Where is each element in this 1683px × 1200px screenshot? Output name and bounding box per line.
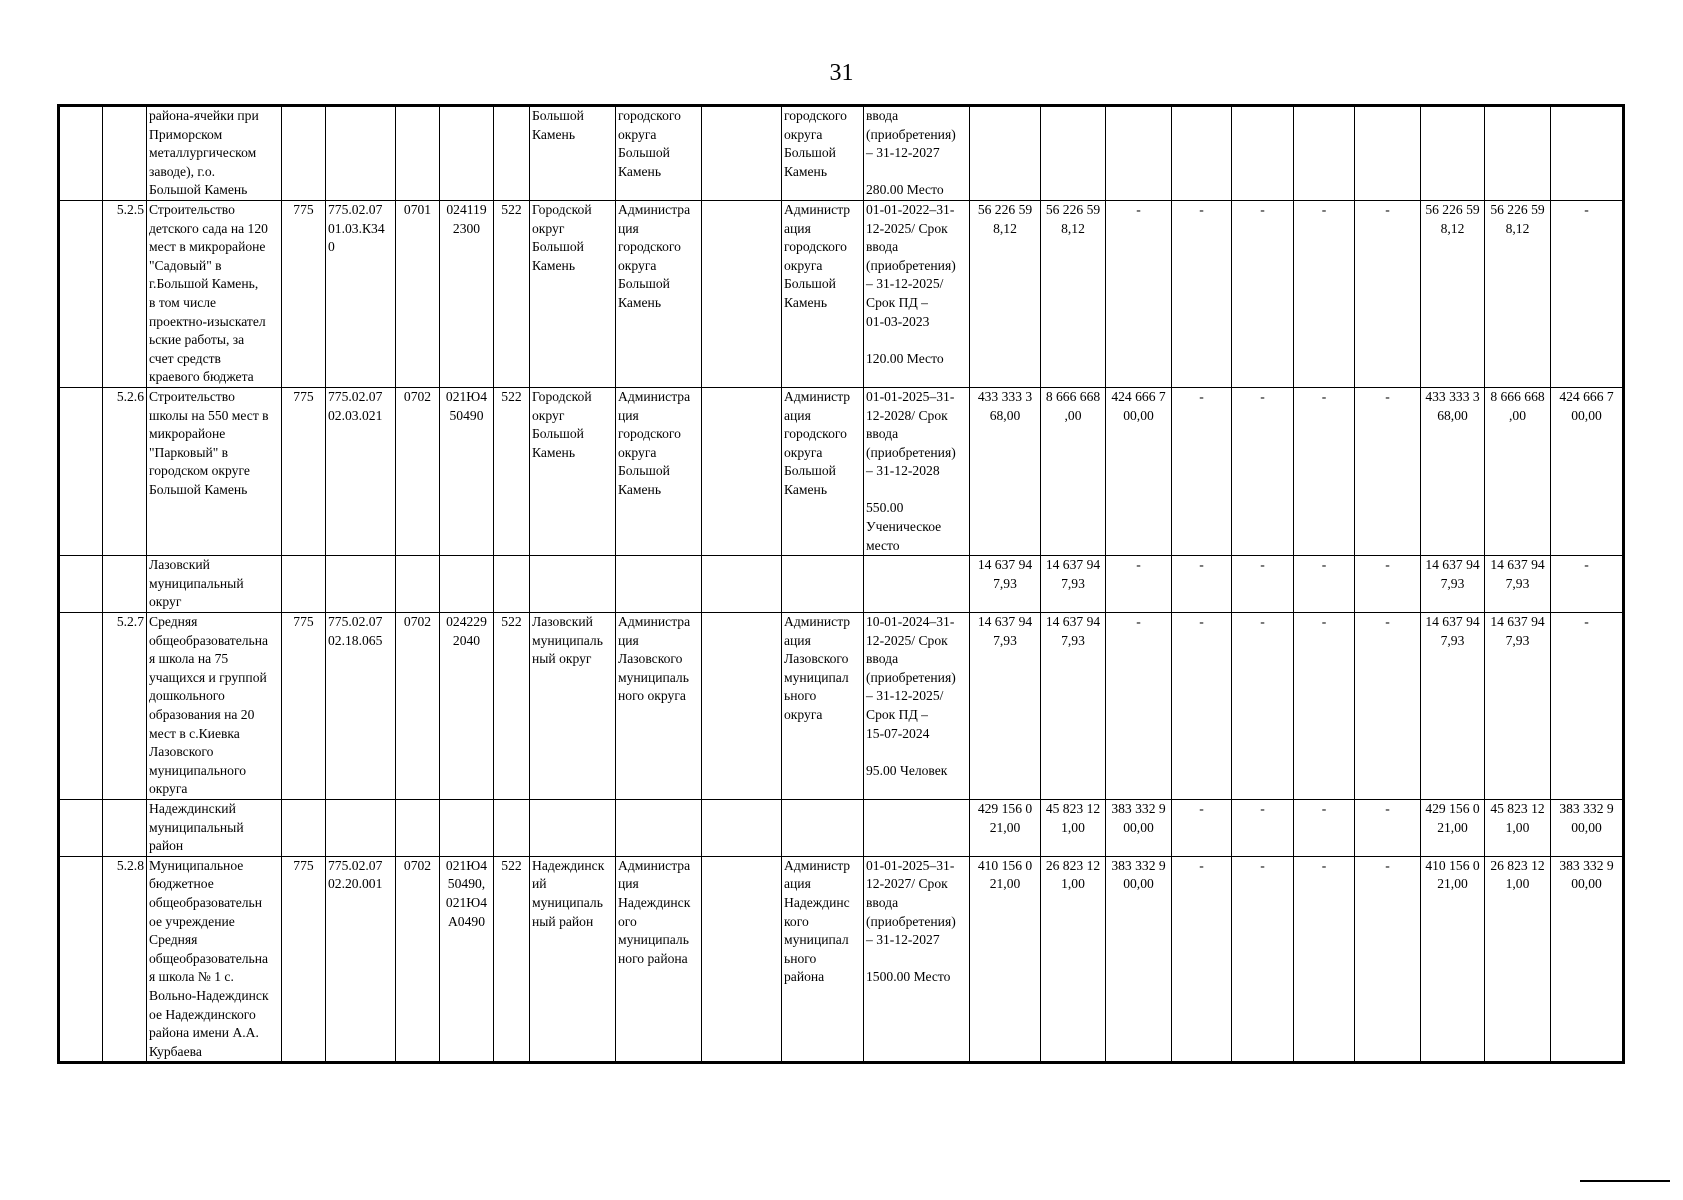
target-code-cell: 024229 2040 [440, 613, 494, 800]
program-code-cell [326, 106, 396, 201]
grbs-code-cell [282, 556, 326, 613]
page-number: 31 [829, 60, 854, 86]
object-name-cell: Лазовский муниципальный округ [147, 556, 282, 613]
empty-cell [702, 106, 782, 201]
amount-cell: - [1294, 556, 1355, 613]
object-name-cell: Средняя общеобразовательна я школа на 75 учащихся и группой дошкольного образования на 20 мест в с.Киевка Лазовского муниципального округа [147, 613, 282, 800]
amount-cell: - [1172, 799, 1232, 856]
amount-cell: - [1172, 856, 1232, 1063]
amount-cell: 429 156 0 21,00 [970, 799, 1041, 856]
empty-cell [702, 387, 782, 555]
budget-table [57, 104, 1625, 1064]
amount-cell: - [1172, 613, 1232, 800]
amount-cell: - [1106, 613, 1172, 800]
amount-cell: - [1106, 200, 1172, 387]
amount-cell: 26 823 12 1,00 [1485, 856, 1551, 1063]
empty-cell [702, 200, 782, 387]
amount-cell: 429 156 0 21,00 [1421, 799, 1485, 856]
table-row [59, 799, 1624, 856]
grbs-code-cell: 775 [282, 387, 326, 555]
amount-cell: 14 637 94 7,93 [1041, 613, 1106, 800]
empty-cell [59, 200, 103, 387]
section-code-cell: 0701 [396, 200, 440, 387]
item-number-cell: 5.2.7 [103, 613, 147, 800]
amount-cell: - [1232, 613, 1294, 800]
amount-cell: 26 823 12 1,00 [1041, 856, 1106, 1063]
amount-cell: - [1355, 856, 1421, 1063]
terms-cell: 01-01-2025–31- 12-2028/ Срок ввода (приобретения) – 31-12-2028 550.00 Ученическое место [864, 387, 970, 555]
amount-cell: 56 226 59 8,12 [1485, 200, 1551, 387]
empty-cell [702, 856, 782, 1063]
customer-cell: городского округа Большой Камень [616, 106, 702, 201]
terms-cell: 01-01-2022–31- 12-2025/ Срок ввода (приобретения) – 31-12-2025/ Срок ПД – 01-03-2023 120.00 Место [864, 200, 970, 387]
recipient-cell: Администр ация городского округа Большой Камень [782, 387, 864, 555]
amount-cell: - [1172, 387, 1232, 555]
amount-cell: - [1294, 613, 1355, 800]
amount-cell: - [1232, 387, 1294, 555]
municipality-cell: Городской округ Большой Камень [530, 200, 616, 387]
table-row [59, 556, 1624, 613]
amount-cell: 56 226 59 8,12 [1041, 200, 1106, 387]
amount-cell: 14 637 94 7,93 [1041, 556, 1106, 613]
terms-cell: 01-01-2025–31- 12-2027/ Срок ввода (приобретения) – 31-12-2027 1500.00 Место [864, 856, 970, 1063]
amount-cell: 8 666 668 ,00 [1485, 387, 1551, 555]
amount-cell: 8 666 668 ,00 [1041, 387, 1106, 555]
target-code-cell [440, 106, 494, 201]
amount-cell: 383 332 9 00,00 [1106, 799, 1172, 856]
customer-cell [616, 799, 702, 856]
section-code-cell: 0702 [396, 856, 440, 1063]
amount-cell: 433 333 3 68,00 [1421, 387, 1485, 555]
terms-cell: ввода (приобретения) – 31-12-2027 280.00 Место [864, 106, 970, 201]
municipality-cell: Надеждинск ий муниципаль ный район [530, 856, 616, 1063]
table-row [59, 856, 1624, 1063]
amount-cell: 383 332 9 00,00 [1106, 856, 1172, 1063]
amount-cell [1172, 106, 1232, 201]
amount-cell: - [1294, 856, 1355, 1063]
expense-type-cell: 522 [494, 613, 530, 800]
expense-type-cell: 522 [494, 856, 530, 1063]
municipality-cell [530, 799, 616, 856]
municipality-cell: Большой Камень [530, 106, 616, 201]
terms-cell [864, 799, 970, 856]
section-code-cell: 0702 [396, 387, 440, 555]
empty-cell [59, 613, 103, 800]
item-number-cell [103, 799, 147, 856]
target-code-cell: 021Ю4 50490, 021Ю4 А0490 [440, 856, 494, 1063]
amount-cell: 383 332 9 00,00 [1551, 799, 1624, 856]
amount-cell: - [1294, 387, 1355, 555]
amount-cell: - [1355, 556, 1421, 613]
amount-cell: - [1355, 799, 1421, 856]
section-code-cell: 0702 [396, 613, 440, 800]
item-number-cell: 5.2.5 [103, 200, 147, 387]
item-number-cell: 5.2.6 [103, 387, 147, 555]
municipality-cell: Лазовский муниципаль ный округ [530, 613, 616, 800]
program-code-cell: 775.02.07 01.03.К34 0 [326, 200, 396, 387]
customer-cell: Администра ция городского округа Большой Камень [616, 200, 702, 387]
amount-cell: 410 156 0 21,00 [1421, 856, 1485, 1063]
amount-cell [1551, 106, 1624, 201]
empty-cell [702, 799, 782, 856]
empty-cell [59, 799, 103, 856]
amount-cell: - [1294, 799, 1355, 856]
amount-cell: - [1232, 856, 1294, 1063]
expense-type-cell: 522 [494, 200, 530, 387]
amount-cell [1294, 106, 1355, 201]
expense-type-cell [494, 799, 530, 856]
recipient-cell: Администр ация Лазовского муниципал ьного округа [782, 613, 864, 800]
grbs-code-cell: 775 [282, 200, 326, 387]
amount-cell: - [1551, 200, 1624, 387]
amount-cell: - [1551, 556, 1624, 613]
amount-cell: - [1106, 556, 1172, 613]
terms-cell: 10-01-2024–31- 12-2025/ Срок ввода (приобретения) – 31-12-2025/ Срок ПД – 15-07-2024 95.00 Человек [864, 613, 970, 800]
empty-cell [702, 556, 782, 613]
amount-cell [970, 106, 1041, 201]
amount-cell: - [1232, 556, 1294, 613]
amount-cell [1106, 106, 1172, 201]
amount-cell: - [1172, 556, 1232, 613]
amount-cell: - [1355, 200, 1421, 387]
object-name-cell: Надеждинский муниципальный район [147, 799, 282, 856]
grbs-code-cell: 775 [282, 613, 326, 800]
amount-cell: 45 823 12 1,00 [1041, 799, 1106, 856]
expense-type-cell [494, 106, 530, 201]
grbs-code-cell: 775 [282, 856, 326, 1063]
amount-cell [1041, 106, 1106, 201]
target-code-cell: 024119 2300 [440, 200, 494, 387]
amount-cell: 14 637 94 7,93 [1485, 556, 1551, 613]
amount-cell: 14 637 94 7,93 [1421, 613, 1485, 800]
amount-cell: 383 332 9 00,00 [1551, 856, 1624, 1063]
grbs-code-cell [282, 106, 326, 201]
program-code-cell [326, 799, 396, 856]
recipient-cell: Администр ация Надеждинс кого муниципал ьного района [782, 856, 864, 1063]
amount-cell: 45 823 12 1,00 [1485, 799, 1551, 856]
amount-cell: 14 637 94 7,93 [1485, 613, 1551, 800]
recipient-cell [782, 799, 864, 856]
amount-cell: 56 226 59 8,12 [970, 200, 1041, 387]
amount-cell: 14 637 94 7,93 [1421, 556, 1485, 613]
program-code-cell: 775.02.07 02.18.065 [326, 613, 396, 800]
customer-cell: Администра ция городского округа Большой Камень [616, 387, 702, 555]
municipality-cell [530, 556, 616, 613]
table-row [59, 613, 1624, 800]
object-name-cell: района-ячейки при Приморском металлургическом заводе), г.о. Большой Камень [147, 106, 282, 201]
amount-cell: 56 226 59 8,12 [1421, 200, 1485, 387]
object-name-cell: Муниципальное бюджетное общеобразовательн ое учреждение Средняя общеобразовательна я школа № 1 с. Вольно-Надеждинск ое Надеждинского района имени А.А. Курбаева [147, 856, 282, 1063]
program-code-cell: 775.02.07 02.03.021 [326, 387, 396, 555]
target-code-cell [440, 556, 494, 613]
item-number-cell [103, 106, 147, 201]
amount-cell: - [1232, 799, 1294, 856]
target-code-cell: 021Ю4 50490 [440, 387, 494, 555]
municipality-cell: Городской округ Большой Камень [530, 387, 616, 555]
terms-cell [864, 556, 970, 613]
amount-cell [1485, 106, 1551, 201]
grbs-code-cell [282, 799, 326, 856]
amount-cell [1232, 106, 1294, 201]
target-code-cell [440, 799, 494, 856]
empty-cell [59, 856, 103, 1063]
amount-cell: 14 637 94 7,93 [970, 556, 1041, 613]
recipient-cell [782, 556, 864, 613]
customer-cell [616, 556, 702, 613]
item-number-cell: 5.2.8 [103, 856, 147, 1063]
object-name-cell: Строительство школы на 550 мест в микрорайоне "Парковый" в городском округе Большой Камень [147, 387, 282, 555]
empty-cell [59, 556, 103, 613]
amount-cell: - [1355, 387, 1421, 555]
section-code-cell [396, 106, 440, 201]
program-code-cell [326, 556, 396, 613]
amount-cell: 14 637 94 7,93 [970, 613, 1041, 800]
empty-cell [59, 387, 103, 555]
amount-cell: 424 666 7 00,00 [1551, 387, 1624, 555]
program-code-cell: 775.02.07 02.20.001 [326, 856, 396, 1063]
customer-cell: Администра ция Надеждинск ого муниципаль ного района [616, 856, 702, 1063]
expense-type-cell [494, 556, 530, 613]
amount-cell [1355, 106, 1421, 201]
footer-rule [1580, 1180, 1670, 1182]
table-row [59, 106, 1624, 201]
amount-cell: 424 666 7 00,00 [1106, 387, 1172, 555]
amount-cell: - [1172, 200, 1232, 387]
recipient-cell: городского округа Большой Камень [782, 106, 864, 201]
object-name-cell: Строительство детского сада на 120 мест в микрорайоне "Садовый" в г.Большой Камень, в том числе проектно-изыскател ьские работы, за счет средств краевого бюджета [147, 200, 282, 387]
empty-cell [702, 613, 782, 800]
empty-cell [59, 106, 103, 201]
table-row [59, 200, 1624, 387]
customer-cell: Администра ция Лазовского муниципаль ного округа [616, 613, 702, 800]
item-number-cell [103, 556, 147, 613]
recipient-cell: Администр ация городского округа Большой Камень [782, 200, 864, 387]
section-code-cell [396, 799, 440, 856]
amount-cell: 410 156 0 21,00 [970, 856, 1041, 1063]
table-row [59, 387, 1624, 555]
section-code-cell [396, 556, 440, 613]
expense-type-cell: 522 [494, 387, 530, 555]
amount-cell [1421, 106, 1485, 201]
amount-cell: - [1551, 613, 1624, 800]
amount-cell: 433 333 3 68,00 [970, 387, 1041, 555]
amount-cell: - [1355, 613, 1421, 800]
amount-cell: - [1294, 200, 1355, 387]
amount-cell: - [1232, 200, 1294, 387]
